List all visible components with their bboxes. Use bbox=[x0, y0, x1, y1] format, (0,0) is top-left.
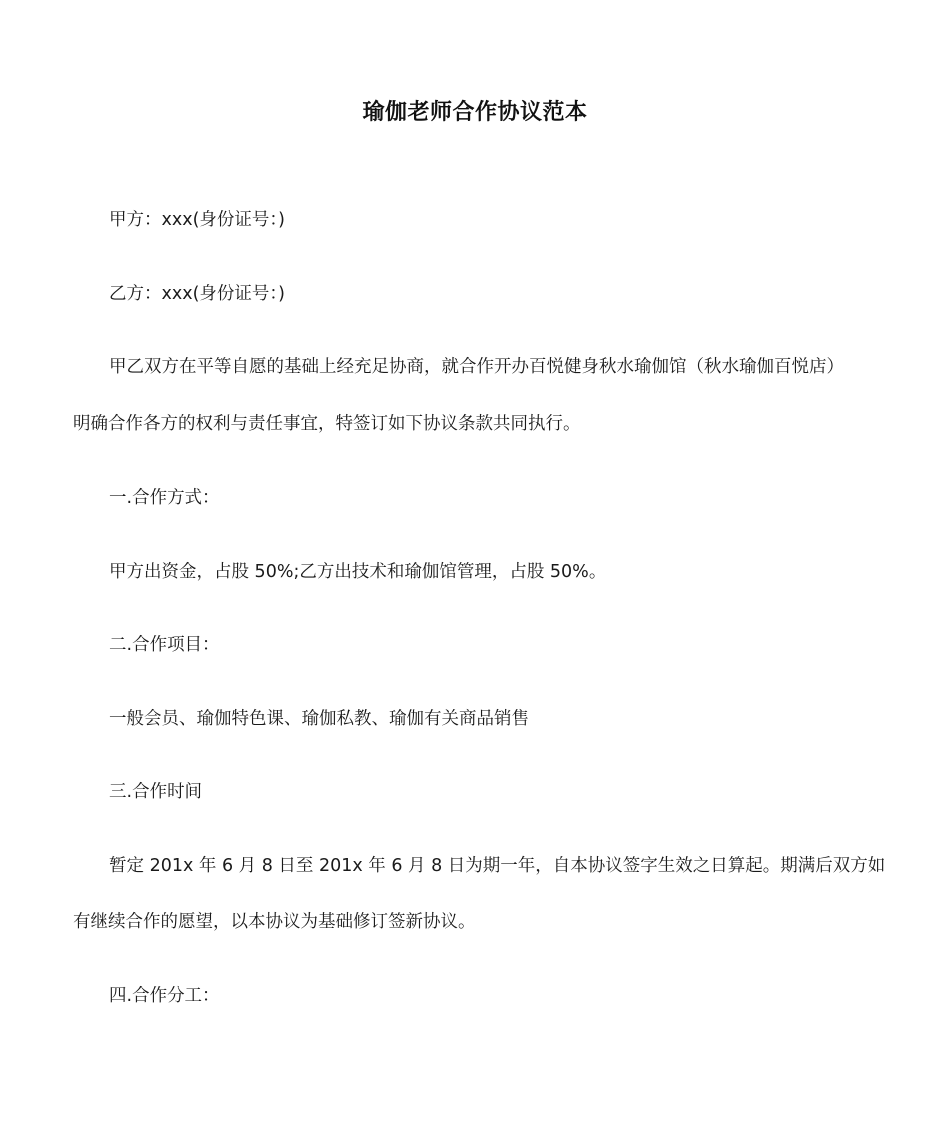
intro-paragraph-line-2: 明确合作各方的权利与责任事宜，特签订如下协议条款共同执行。 bbox=[73, 414, 581, 434]
section-2-body: 一般会员、瑜伽特色课、瑜伽私教、瑜伽有关商品销售 bbox=[109, 709, 529, 729]
section-3-body-line-1: 暂定 201x 年 6 月 8 日至 201x 年 6 月 8 日为期一年，自本协议签字生效之日算起。期满后双方如 bbox=[109, 856, 886, 876]
section-1-body: 甲方出资金，占股 50%;乙方出技术和瑜伽馆管理，占股 50%。 bbox=[109, 562, 607, 582]
section-3-heading: 三.合作时间 bbox=[109, 782, 203, 802]
party-b-line: 乙方：xxx(身份证号：) bbox=[109, 284, 285, 304]
section-3-body-line-2: 有继续合作的愿望，以本协议为基础修订签新协议。 bbox=[73, 912, 476, 932]
party-a-line: 甲方：xxx(身份证号：) bbox=[109, 210, 285, 230]
section-2-heading: 二.合作项目： bbox=[109, 635, 220, 655]
section-4-heading: 四.合作分工： bbox=[109, 986, 220, 1006]
document-title: 瑜伽老师合作协议范本 bbox=[362, 100, 588, 125]
section-1-heading: 一.合作方式： bbox=[109, 488, 220, 508]
intro-paragraph-line-1: 甲乙双方在平等自愿的基础上经充足协商，就合作开办百悦健身秋水瑜伽馆（秋水瑜伽百悦店） bbox=[109, 357, 844, 377]
